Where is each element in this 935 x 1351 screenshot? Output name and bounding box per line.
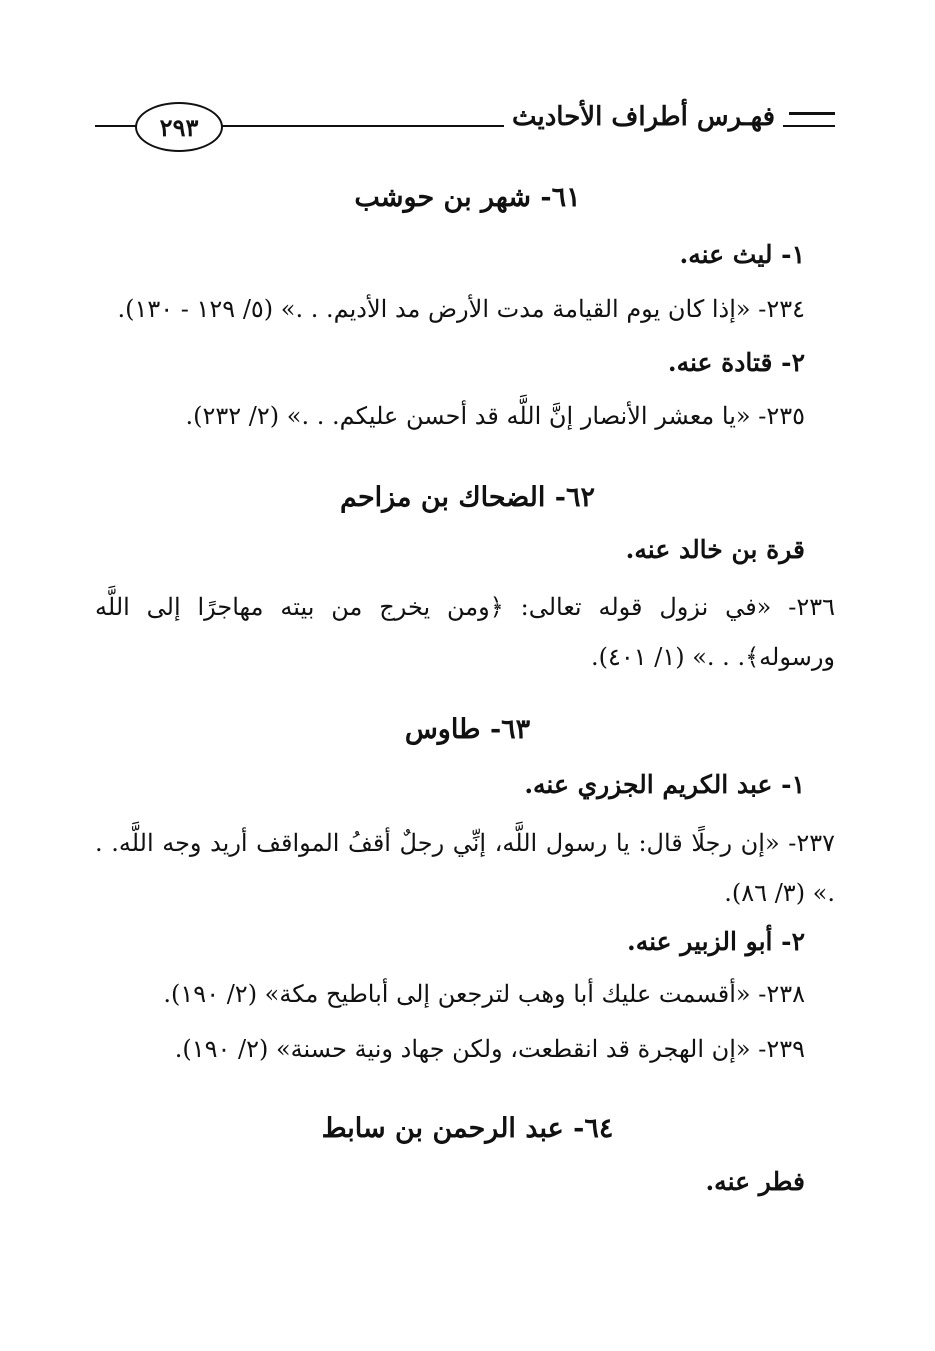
narrator-label: فطر عنه. [705, 1167, 805, 1196]
section-heading: ٦٢- الضحاك بن مزاحم [339, 482, 596, 513]
narrator-label: ٢- أبو الزبير عنه. [627, 927, 805, 956]
narrator-label: ٢- قتادة عنه. [667, 348, 805, 377]
header-dash [789, 112, 835, 115]
running-header [95, 92, 835, 162]
section-heading: ٦١- شهر بن حوشب [354, 182, 581, 213]
section-heading: ٦٣- طاوس [404, 714, 531, 745]
header-title: فهـرس أطراف الأحاديث [504, 102, 783, 132]
hadith-entry: ٢٣٥- «يا معشر الأنصار إنَّ اللَّه قد أحسن عليكم. . .» (٢/ ٢٣٢). [185, 402, 805, 430]
hadith-entry: ٢٣٩- «إن الهجرة قد انقطعت، ولكن جهاد ونية حسنة» (٢/ ١٩٠). [174, 1035, 805, 1063]
narrator-label: ١- ليث عنه. [679, 240, 805, 269]
page-number: ٢٩٣ [135, 102, 223, 152]
section-heading: ٦٤- عبد الرحمن بن سابط [321, 1113, 614, 1144]
narrator-label: قرة بن خالد عنه. [625, 535, 805, 564]
narrator-label: ١- عبد الكريم الجزري عنه. [524, 770, 805, 799]
hadith-entry: ٢٣٤- «إذا كان يوم القيامة مدت الأرض مد الأديم. . .» (٥/ ١٢٩ - ١٣٠). [117, 295, 805, 323]
hadith-entry: ٢٣٧- «إن رجلًا قال: يا رسول اللَّه، إنِّي رجلٌ أقفُ المواقف أريد وجه اللَّه. . .» (٣/ ٨٦). [95, 829, 835, 907]
hadith-entry: ٢٣٨- «أقسمت عليك أبا وهب لترجعن إلى أباطيح مكة» (٢/ ١٩٠). [163, 980, 805, 1008]
hadith-entry: ٢٣٦- «في نزول قوله تعالى: ﴿ومن يخرج من بيته مهاجرًا إلى اللَّه ورسوله﴾. . .» (١/ ٤٠١). [95, 593, 835, 671]
